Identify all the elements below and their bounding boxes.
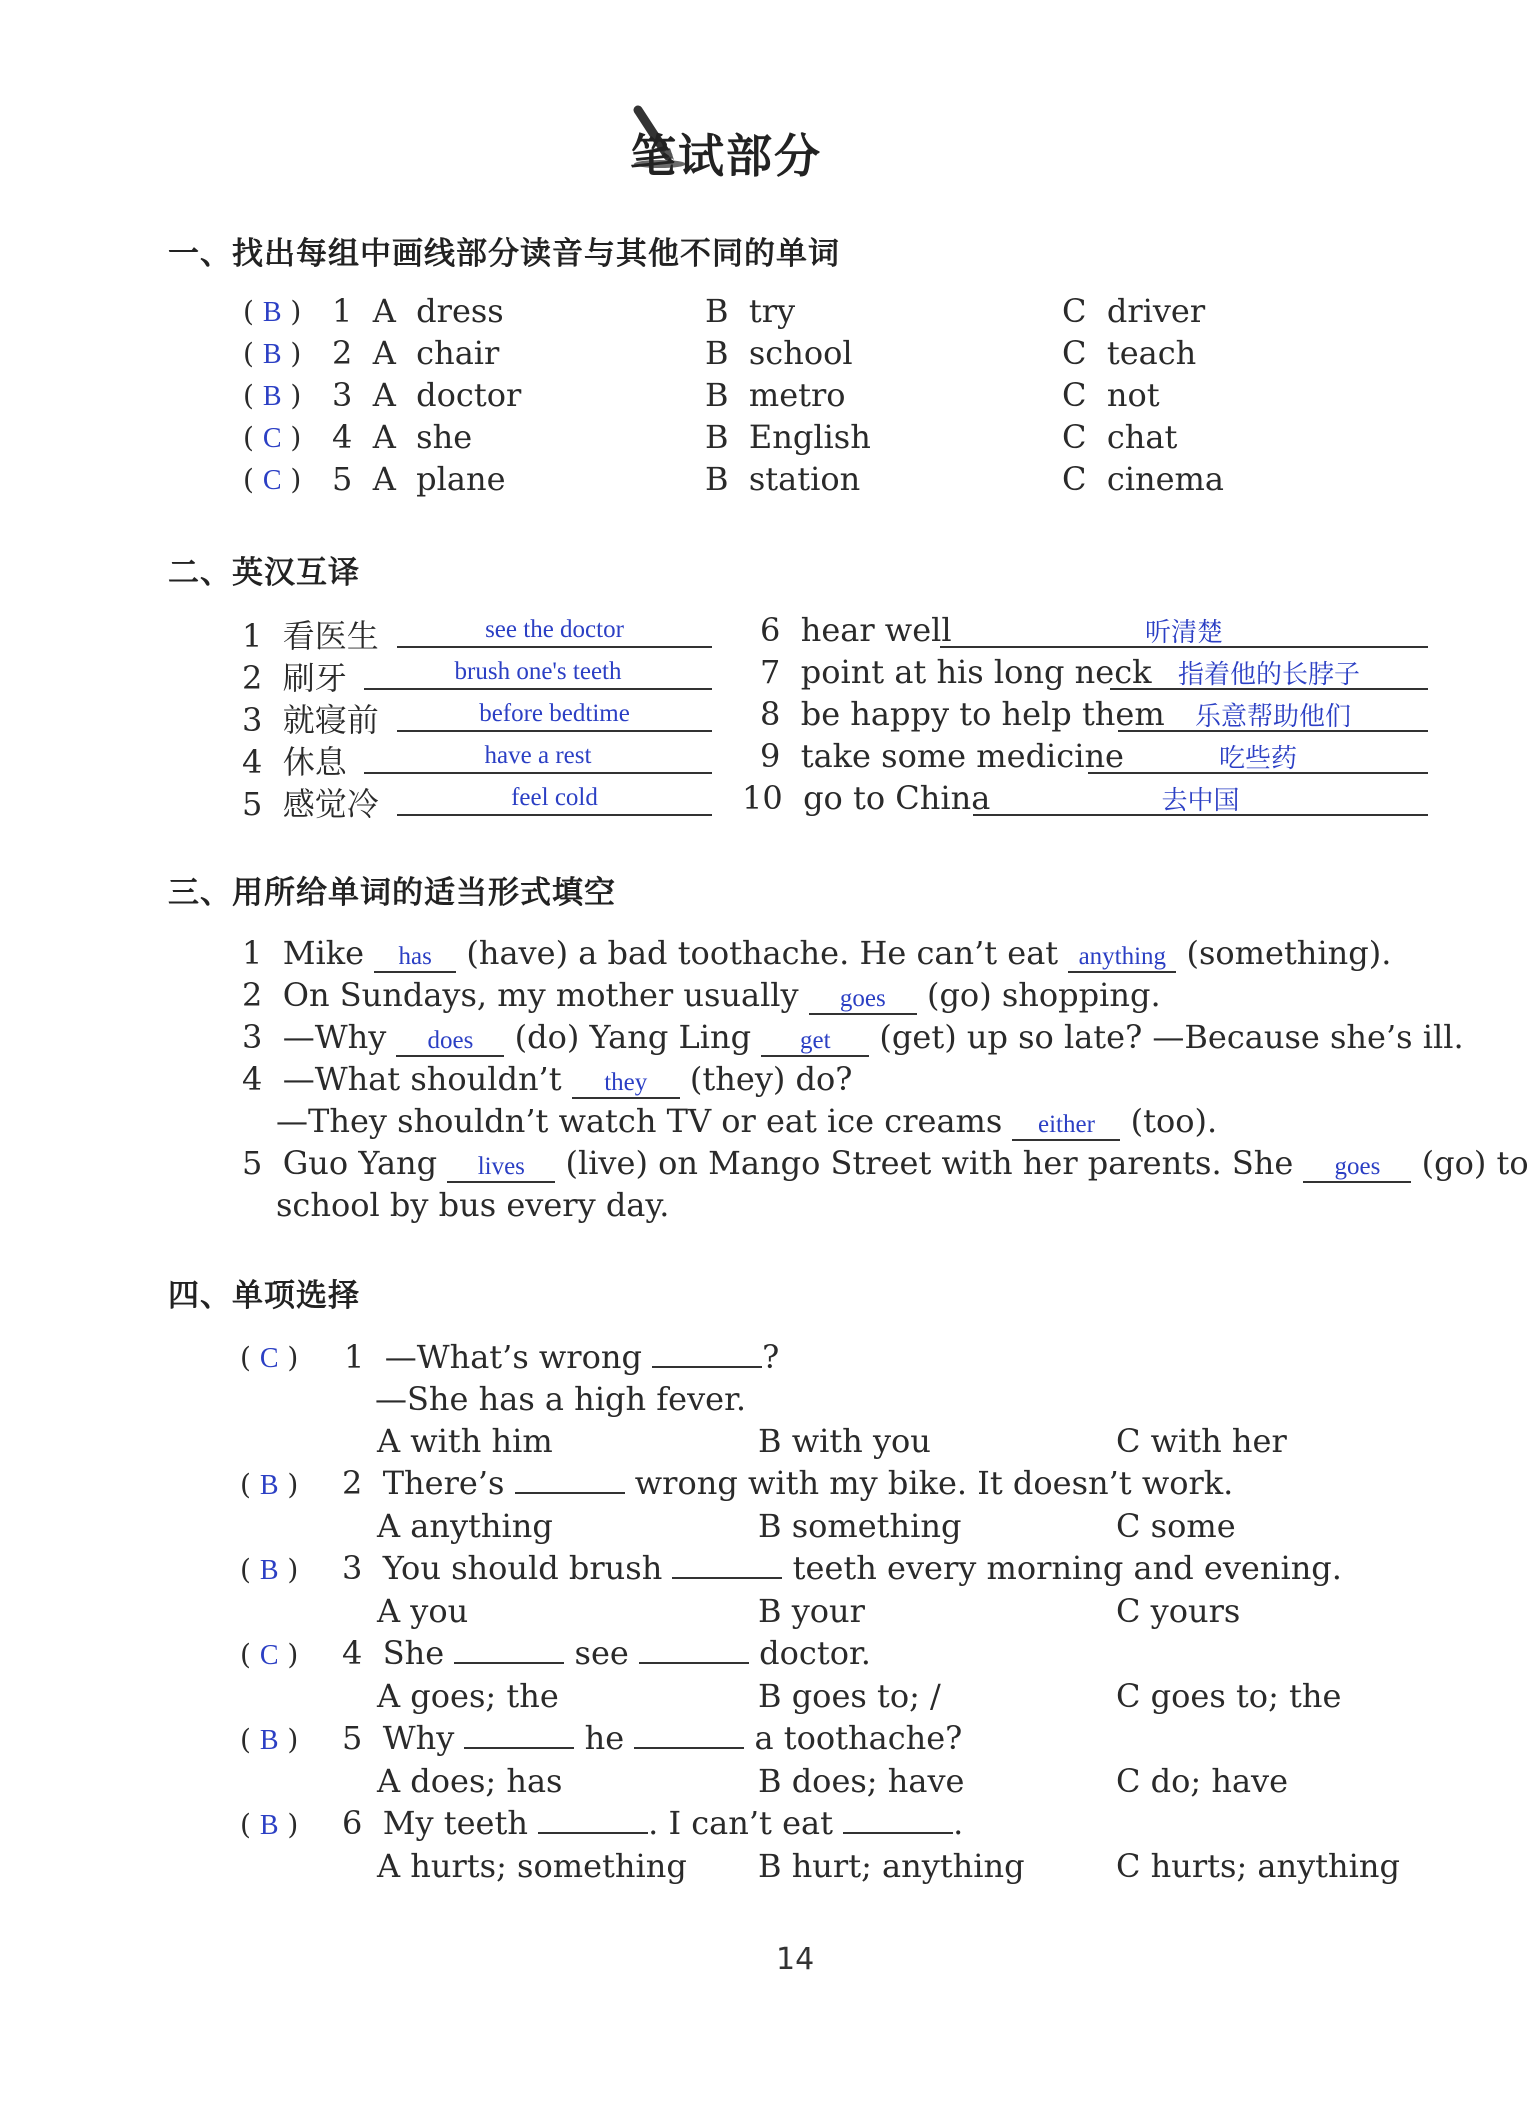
option-c: C goes to; the	[1116, 1677, 1342, 1715]
option-a: she	[416, 418, 473, 456]
question-stem: 6 My teeth . I can’t eat .	[342, 1804, 964, 1842]
option-a: A goes; the	[377, 1677, 559, 1715]
option-c: driver	[1106, 292, 1206, 330]
list-item: 2 刷牙	[242, 659, 347, 697]
option-c: C with her	[1116, 1422, 1287, 1460]
option-a: A anything	[377, 1507, 553, 1545]
option-b: B goes to; /	[758, 1677, 941, 1715]
answer-text: 吃些药	[1218, 744, 1297, 774]
list-item: ( C )	[243, 421, 302, 454]
option-c: teach	[1106, 334, 1197, 372]
option-b: B your	[758, 1592, 865, 1630]
option-c: chat	[1106, 418, 1178, 456]
list-item: ( C )	[243, 463, 302, 496]
answer-paren: ( B )	[240, 1723, 299, 1756]
section3-heading: 三、用所给单词的适当形式填空	[168, 875, 616, 911]
section2-heading: 二、英汉互译	[168, 555, 360, 591]
list-item: 6 hear well	[760, 611, 952, 649]
list-item: ( B )	[243, 295, 302, 328]
option-b: station	[748, 460, 861, 498]
option-a: A hurts; something	[377, 1847, 687, 1885]
answer-text: 听清楚	[1144, 618, 1223, 648]
answer-paren: ( C )	[240, 1638, 299, 1671]
option-a: plane	[416, 460, 506, 498]
answer-paren: ( B )	[240, 1808, 299, 1841]
section4-heading: 四、单项选择	[168, 1278, 360, 1314]
list-item: 7 point at his long neck	[760, 653, 1152, 691]
list-item: 1 看医生	[242, 617, 379, 655]
list-item: 3 —Why does (do) Yang Ling get (get) up so late? —Because she’s ill.	[242, 1018, 1464, 1056]
list-item: 1 Mike has (have) a bad toothache. He can’t eat anything (something).	[242, 934, 1392, 972]
option-b: B with you	[758, 1422, 931, 1460]
option-b: B hurt; anything	[758, 1847, 1025, 1885]
answer-text: feel cold	[511, 784, 598, 811]
question-stem: 4 She see doctor.	[342, 1634, 871, 1672]
list-item: 9 take some medicine	[760, 737, 1124, 775]
option-c: C hurts; anything	[1116, 1847, 1400, 1885]
list-item: school by bus every day.	[276, 1186, 670, 1224]
answer-paren: ( B )	[240, 1553, 299, 1586]
option-b: school	[748, 334, 853, 372]
option-a: A you	[377, 1592, 469, 1630]
option-c: cinema	[1106, 460, 1224, 498]
question-stem: 2 There’s wrong with my bike. It doesn’t work.	[342, 1464, 1234, 1502]
question-stem: 5 Why he a toothache?	[342, 1719, 963, 1757]
list-item: 10 go to China	[742, 779, 991, 817]
option-b: metro	[748, 376, 846, 414]
option-a: doctor	[416, 376, 522, 414]
answer-text: before bedtime	[479, 700, 630, 727]
list-item: 4 —What shouldn’t they (they) do?	[242, 1060, 853, 1098]
list-item: 2 On Sundays, my mother usually goes (go) shopping.	[242, 976, 1161, 1014]
option-a: dress	[416, 292, 504, 330]
question-stem: 1 —What’s wrong ?	[344, 1338, 780, 1376]
answer-text: see the doctor	[485, 616, 624, 643]
page-number: 14	[776, 1942, 815, 1977]
list-item: 4 休息	[242, 743, 347, 781]
question-stem: 3 You should brush teeth every morning and evening.	[342, 1549, 1342, 1587]
answer-text: 乐意帮助他们	[1194, 702, 1351, 732]
list-item: ( B )	[243, 337, 302, 370]
option-c: not	[1106, 376, 1160, 414]
answer-text: 指着他的长脖子	[1177, 660, 1360, 690]
option-a: A with him	[377, 1422, 553, 1460]
option-c: C some	[1116, 1507, 1236, 1545]
list-item: 8 be happy to help them	[760, 695, 1165, 733]
option-a: A does; has	[377, 1762, 563, 1800]
option-b: B something	[758, 1507, 962, 1545]
page-title: 笔试部分	[630, 129, 822, 183]
answer-text: brush one's teeth	[454, 658, 622, 685]
answer-paren: ( B )	[240, 1468, 299, 1501]
option-b: B does; have	[758, 1762, 965, 1800]
option-c: C do; have	[1116, 1762, 1289, 1800]
list-item: ( B )	[243, 379, 302, 412]
list-item: 5 感觉冷	[242, 785, 379, 823]
list-item: 3 就寝前	[242, 701, 379, 739]
answer-text: 去中国	[1161, 786, 1240, 816]
list-item: —They shouldn’t watch TV or eat ice creams either (too).	[276, 1102, 1218, 1140]
list-item: 5 Guo Yang lives (live) on Mango Street with her parents. She goes (go) to	[242, 1144, 1529, 1182]
option-c: C yours	[1116, 1592, 1241, 1630]
option-b: English	[748, 418, 871, 456]
option-a: chair	[416, 334, 500, 372]
answer-text: have a rest	[484, 742, 592, 769]
option-b: try	[748, 292, 796, 330]
section1-heading: 一、找出每组中画线部分读音与其他不同的单词	[168, 236, 840, 272]
answer-paren: ( C )	[240, 1341, 299, 1374]
